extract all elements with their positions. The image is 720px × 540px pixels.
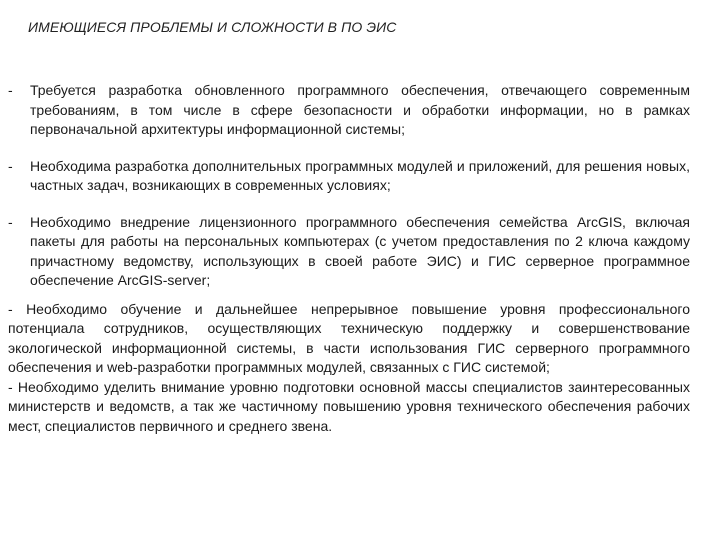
list-item	[8, 157, 690, 196]
list-item-text: Необходимо внедрение лицензионного программного обеспечения семейства ArcGIS, включая пакеты для работы на персональных компьютерах (с учетом предоставления по 2 ключа каждому причастному ведомству, использующих в своей работе ЭИС) и ГИС серверное программное обеспечение ArcGIS-server;	[30, 213, 690, 288]
paragraph-specialists: - Необходимо уделить внимание уровню подготовки основной массы специалистов заинтересованных министерств и ведомств, а так же частичному повышению уровня технического обеспечения рабочих мест, специалистов первичного и среднего звена.	[8, 378, 690, 434]
bullet-list	[8, 81, 690, 436]
bullet-marker: -	[8, 213, 13, 230]
slide-title: ИМЕЮЩИЕСЯ ПРОБЛЕМЫ И СЛОЖНОСТИ В ПО ЭИС	[28, 19, 397, 35]
paragraph-training: - Необходимо обучение и дальнейшее непрерывное повышение уровня профессионального потенциала сотрудников, осуществляющих техническую поддержку и совершенствование экологической информационной системы, в части использования ГИС серверного программного обеспечения и web-разработки программных модулей, связанных с ГИС системой;	[8, 300, 690, 375]
list-item-text: Необходима разработка дополнительных программных модулей и приложений, для решения новых, частных задач, возникающих в современных условиях;	[30, 157, 690, 193]
list-item	[8, 81, 690, 140]
bullet-marker: -	[8, 82, 13, 98]
bullet-marker: -	[8, 157, 13, 174]
list-item	[8, 213, 690, 291]
list-item-text: Требуется разработка обновленного программного обеспечения, отвечающего современным требованиям, в том числе в сфере безопасности и обработки информации, но в рамках первоначальной архитектуры информационной системы;	[30, 82, 690, 137]
